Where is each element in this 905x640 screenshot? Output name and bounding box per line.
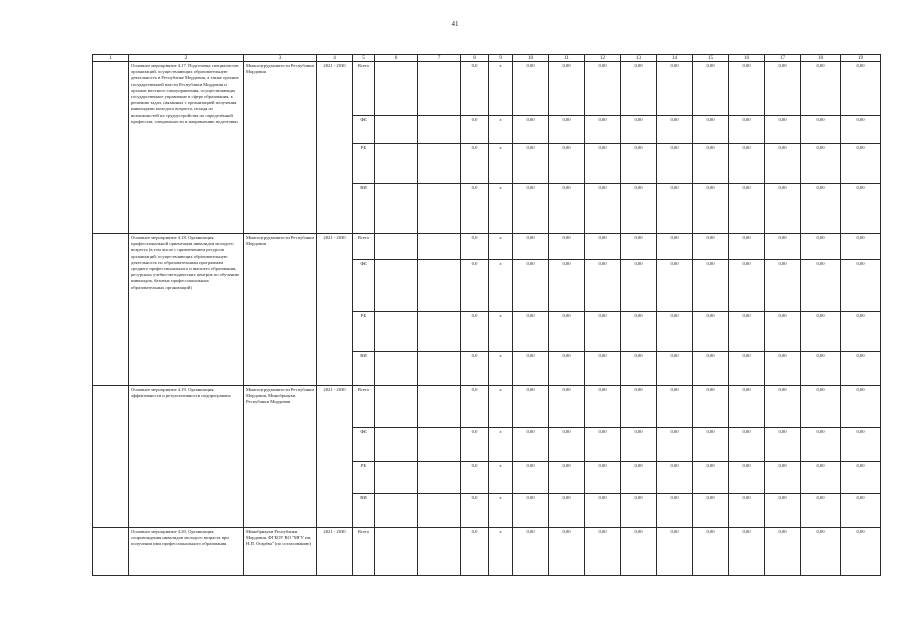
column-number-17: 17 <box>765 55 801 62</box>
table-row <box>93 234 881 260</box>
funding-source: ВИ <box>353 184 375 234</box>
amount-cell: 0,00 <box>729 260 765 312</box>
amount-cell: 0,00 <box>549 144 585 184</box>
amount-cell: 0,00 <box>841 234 881 260</box>
column-number-18: 18 <box>801 55 841 62</box>
empty-cell <box>418 62 461 116</box>
amount-cell: 0,00 <box>841 428 881 462</box>
period-cell: 2021 - 2030 <box>317 386 353 528</box>
column-number-19: 19 <box>841 55 881 62</box>
column-number-15: 15 <box>693 55 729 62</box>
amount-cell: 0,00 <box>549 386 585 428</box>
amount-cell: 0,00 <box>621 260 657 312</box>
amount-cell: 0,00 <box>729 184 765 234</box>
value-cell: 0,0 <box>461 312 489 352</box>
amount-cell: 0,00 <box>801 116 841 144</box>
amount-cell: 0,00 <box>693 352 729 386</box>
amount-cell: 0,00 <box>657 428 693 462</box>
amount-cell: 0,00 <box>621 62 657 116</box>
column-number-11: 11 <box>549 55 585 62</box>
amount-cell: 0,00 <box>657 234 693 260</box>
funding-source: ВИ <box>353 352 375 386</box>
amount-cell: 0,00 <box>801 386 841 428</box>
amount-cell: 0,00 <box>585 528 621 576</box>
amount-cell: 0,00 <box>765 494 801 528</box>
amount-cell: 0,00 <box>693 234 729 260</box>
amount-cell: 0,00 <box>765 312 801 352</box>
amount-cell: 0,00 <box>693 184 729 234</box>
amount-cell: 0,00 <box>513 428 549 462</box>
amount-cell: 0,00 <box>621 428 657 462</box>
row-number-cell <box>93 528 129 576</box>
amount-cell: 0,00 <box>513 116 549 144</box>
amount-cell: 0,00 <box>729 352 765 386</box>
value-cell: 0,0 <box>461 184 489 234</box>
amount-cell: 0,00 <box>549 116 585 144</box>
column-number-1: 1 <box>93 55 129 62</box>
empty-cell <box>375 494 418 528</box>
row-number-cell <box>93 234 129 386</box>
program-table <box>92 54 881 576</box>
empty-cell <box>375 116 418 144</box>
amount-cell: 0,00 <box>693 312 729 352</box>
empty-cell <box>375 62 418 116</box>
amount-cell: 0,00 <box>693 462 729 494</box>
amount-cell: 0,00 <box>657 116 693 144</box>
mark-cell: х <box>489 386 513 428</box>
value-cell: 0,0 <box>461 462 489 494</box>
amount-cell: 0,00 <box>729 428 765 462</box>
mark-cell: х <box>489 62 513 116</box>
amount-cell: 0,00 <box>801 428 841 462</box>
amount-cell: 0,00 <box>585 462 621 494</box>
mark-cell: х <box>489 462 513 494</box>
amount-cell: 0,00 <box>693 428 729 462</box>
amount-cell: 0,00 <box>693 116 729 144</box>
amount-cell: 0,00 <box>765 462 801 494</box>
period-cell: 2021 - 2030 <box>317 528 353 576</box>
funding-source: Всего <box>353 528 375 576</box>
row-number-cell <box>93 386 129 528</box>
empty-cell <box>375 312 418 352</box>
empty-cell <box>418 494 461 528</box>
amount-cell: 0,00 <box>729 116 765 144</box>
funding-source: ВИ <box>353 494 375 528</box>
empty-cell <box>375 462 418 494</box>
amount-cell: 0,00 <box>841 62 881 116</box>
period-cell: 2021 - 2030 <box>317 62 353 234</box>
amount-cell: 0,00 <box>729 386 765 428</box>
empty-cell <box>418 116 461 144</box>
mark-cell: х <box>489 428 513 462</box>
amount-cell: 0,00 <box>513 144 549 184</box>
amount-cell: 0,00 <box>729 234 765 260</box>
value-cell: 0,0 <box>461 144 489 184</box>
amount-cell: 0,00 <box>841 260 881 312</box>
amount-cell: 0,00 <box>621 462 657 494</box>
empty-cell <box>375 184 418 234</box>
table-row <box>93 528 881 576</box>
amount-cell: 0,00 <box>841 494 881 528</box>
amount-cell: 0,00 <box>513 234 549 260</box>
amount-cell: 0,00 <box>513 528 549 576</box>
column-number-8: 8 <box>461 55 489 62</box>
amount-cell: 0,00 <box>841 462 881 494</box>
executor-cell: Минобрнауки Республики Мордовия, ФГБОУ ВО "МГУ им. Н.П. Огарёва" (по согласованию) <box>244 528 317 576</box>
amount-cell: 0,00 <box>657 62 693 116</box>
funding-source: ФБ <box>353 260 375 312</box>
mark-cell: х <box>489 494 513 528</box>
amount-cell: 0,00 <box>729 144 765 184</box>
column-number-16: 16 <box>729 55 765 62</box>
amount-cell: 0,00 <box>585 144 621 184</box>
amount-cell: 0,00 <box>729 494 765 528</box>
amount-cell: 0,00 <box>549 312 585 352</box>
executor-cell: Минсоцтрудзанятости Республики Мордовия <box>244 62 317 234</box>
funding-source: РБ <box>353 312 375 352</box>
executor-cell: Минсоцтрудзанятости Республики Мордовия, Минобрнауки Республики Мордовия <box>244 386 317 528</box>
column-number-12: 12 <box>585 55 621 62</box>
amount-cell: 0,00 <box>765 352 801 386</box>
amount-cell: 0,00 <box>801 528 841 576</box>
funding-source: РБ <box>353 462 375 494</box>
amount-cell: 0,00 <box>801 260 841 312</box>
empty-cell <box>375 352 418 386</box>
amount-cell: 0,00 <box>549 260 585 312</box>
amount-cell: 0,00 <box>549 62 585 116</box>
empty-cell <box>375 428 418 462</box>
amount-cell: 0,00 <box>549 528 585 576</box>
amount-cell: 0,00 <box>621 116 657 144</box>
amount-cell: 0,00 <box>657 386 693 428</box>
empty-cell <box>418 260 461 312</box>
value-cell: 0,0 <box>461 62 489 116</box>
mark-cell: х <box>489 528 513 576</box>
table-row <box>93 386 881 428</box>
amount-cell: 0,00 <box>801 62 841 116</box>
amount-cell: 0,00 <box>841 352 881 386</box>
amount-cell: 0,00 <box>585 352 621 386</box>
value-cell: 0,0 <box>461 116 489 144</box>
mark-cell: х <box>489 352 513 386</box>
mark-cell: х <box>489 260 513 312</box>
amount-cell: 0,00 <box>841 184 881 234</box>
amount-cell: 0,00 <box>585 116 621 144</box>
amount-cell: 0,00 <box>801 184 841 234</box>
empty-cell <box>418 352 461 386</box>
mark-cell: х <box>489 312 513 352</box>
empty-cell <box>418 386 461 428</box>
empty-cell <box>375 528 418 576</box>
table-row <box>93 62 881 116</box>
amount-cell: 0,00 <box>585 260 621 312</box>
value-cell: 0,0 <box>461 352 489 386</box>
amount-cell: 0,00 <box>765 184 801 234</box>
column-number-2: 2 <box>129 55 244 62</box>
amount-cell: 0,00 <box>549 352 585 386</box>
activity-title: Основное мероприятие 4.20. Организация сопровождения инвалидов молодого возраста при получении ими профессионального образования <box>129 528 244 576</box>
page-number: 41 <box>451 20 459 28</box>
activity-title: Основное мероприятие 4.17. Подготовка специалистов организаций, осуществляющих образовательную деятельность в Республике Мордовия, а также органов государственной власти Республики Мордовия и органов местного самоуправления, осуществляющих государственное управление в сфере образования, к решению задач, связанных с организацией получения инвалидами молодого возраста, исходя из возможностей их трудоустройства по определённой профессии, специальности и направлению подготовки <box>129 62 244 234</box>
amount-cell: 0,00 <box>765 144 801 184</box>
amount-cell: 0,00 <box>657 352 693 386</box>
funding-source: Всего <box>353 234 375 260</box>
amount-cell: 0,00 <box>549 234 585 260</box>
amount-cell: 0,00 <box>765 234 801 260</box>
amount-cell: 0,00 <box>585 312 621 352</box>
column-number-5: 5 <box>353 55 375 62</box>
amount-cell: 0,00 <box>765 528 801 576</box>
amount-cell: 0,00 <box>621 184 657 234</box>
value-cell: 0,0 <box>461 494 489 528</box>
empty-cell <box>418 234 461 260</box>
column-number-row <box>93 55 881 62</box>
column-number-9: 9 <box>489 55 513 62</box>
amount-cell: 0,00 <box>621 386 657 428</box>
column-number-3: 3 <box>244 55 317 62</box>
amount-cell: 0,00 <box>693 260 729 312</box>
amount-cell: 0,00 <box>693 386 729 428</box>
amount-cell: 0,00 <box>621 352 657 386</box>
amount-cell: 0,00 <box>549 428 585 462</box>
empty-cell <box>418 312 461 352</box>
amount-cell: 0,00 <box>621 312 657 352</box>
amount-cell: 0,00 <box>621 494 657 528</box>
period-cell: 2021 - 2030 <box>317 234 353 386</box>
amount-cell: 0,00 <box>657 494 693 528</box>
value-cell: 0,0 <box>461 386 489 428</box>
amount-cell: 0,00 <box>513 312 549 352</box>
amount-cell: 0,00 <box>621 144 657 184</box>
value-cell: 0,0 <box>461 428 489 462</box>
amount-cell: 0,00 <box>513 494 549 528</box>
amount-cell: 0,00 <box>585 234 621 260</box>
amount-cell: 0,00 <box>513 352 549 386</box>
amount-cell: 0,00 <box>585 184 621 234</box>
value-cell: 0,0 <box>461 234 489 260</box>
funding-source: Всего <box>353 62 375 116</box>
amount-cell: 0,00 <box>657 184 693 234</box>
column-number-6: 6 <box>375 55 418 62</box>
amount-cell: 0,00 <box>513 260 549 312</box>
amount-cell: 0,00 <box>693 62 729 116</box>
mark-cell: х <box>489 184 513 234</box>
column-number-14: 14 <box>657 55 693 62</box>
activity-title: Основное мероприятие 4.18. Организация профессиональной ориентации инвалидов молодого возраста (в том числе с привлечением ресурсов организаций, осуществляющих образовательную деятельность по образовательным программам среднего профессионального и высшего образования, ресурсных учебно-методических центров по обучению инвалидов, базовых профессиональных образовательных организаций) <box>129 234 244 386</box>
column-number-10: 10 <box>513 55 549 62</box>
amount-cell: 0,00 <box>801 352 841 386</box>
amount-cell: 0,00 <box>841 528 881 576</box>
amount-cell: 0,00 <box>729 312 765 352</box>
amount-cell: 0,00 <box>549 184 585 234</box>
amount-cell: 0,00 <box>657 312 693 352</box>
funding-source: ФБ <box>353 428 375 462</box>
amount-cell: 0,00 <box>729 462 765 494</box>
amount-cell: 0,00 <box>765 428 801 462</box>
empty-cell <box>375 260 418 312</box>
amount-cell: 0,00 <box>513 184 549 234</box>
empty-cell <box>375 144 418 184</box>
amount-cell: 0,00 <box>729 62 765 116</box>
amount-cell: 0,00 <box>585 494 621 528</box>
empty-cell <box>375 386 418 428</box>
amount-cell: 0,00 <box>765 386 801 428</box>
empty-cell <box>375 234 418 260</box>
executor-cell: Минсоцтрудзанятости Республики Мордовия <box>244 234 317 386</box>
column-number-7: 7 <box>418 55 461 62</box>
amount-cell: 0,00 <box>841 144 881 184</box>
amount-cell: 0,00 <box>693 528 729 576</box>
amount-cell: 0,00 <box>657 462 693 494</box>
amount-cell: 0,00 <box>841 116 881 144</box>
amount-cell: 0,00 <box>585 62 621 116</box>
amount-cell: 0,00 <box>549 462 585 494</box>
amount-cell: 0,00 <box>765 260 801 312</box>
amount-cell: 0,00 <box>657 144 693 184</box>
amount-cell: 0,00 <box>801 494 841 528</box>
amount-cell: 0,00 <box>621 528 657 576</box>
empty-cell <box>418 462 461 494</box>
mark-cell: х <box>489 144 513 184</box>
amount-cell: 0,00 <box>513 62 549 116</box>
mark-cell: х <box>489 234 513 260</box>
amount-cell: 0,00 <box>801 462 841 494</box>
empty-cell <box>418 528 461 576</box>
funding-source: Всего <box>353 386 375 428</box>
empty-cell <box>418 184 461 234</box>
amount-cell: 0,00 <box>693 144 729 184</box>
amount-cell: 0,00 <box>549 494 585 528</box>
amount-cell: 0,00 <box>657 528 693 576</box>
amount-cell: 0,00 <box>585 428 621 462</box>
amount-cell: 0,00 <box>801 234 841 260</box>
amount-cell: 0,00 <box>801 312 841 352</box>
amount-cell: 0,00 <box>765 62 801 116</box>
amount-cell: 0,00 <box>621 234 657 260</box>
amount-cell: 0,00 <box>513 462 549 494</box>
amount-cell: 0,00 <box>729 528 765 576</box>
funding-source: ФБ <box>353 116 375 144</box>
amount-cell: 0,00 <box>513 386 549 428</box>
amount-cell: 0,00 <box>841 312 881 352</box>
row-number-cell <box>93 62 129 234</box>
column-number-13: 13 <box>621 55 657 62</box>
empty-cell <box>418 428 461 462</box>
mark-cell: х <box>489 116 513 144</box>
amount-cell: 0,00 <box>585 386 621 428</box>
amount-cell: 0,00 <box>801 144 841 184</box>
amount-cell: 0,00 <box>765 116 801 144</box>
funding-source: РБ <box>353 144 375 184</box>
amount-cell: 0,00 <box>693 494 729 528</box>
activity-title: Основное мероприятие 4.19. Организация эффективности и результативности подпрограммы <box>129 386 244 528</box>
value-cell: 0,0 <box>461 260 489 312</box>
column-number-4: 4 <box>317 55 353 62</box>
amount-cell: 0,00 <box>841 386 881 428</box>
value-cell: 0,0 <box>461 528 489 576</box>
amount-cell: 0,00 <box>657 260 693 312</box>
empty-cell <box>418 144 461 184</box>
